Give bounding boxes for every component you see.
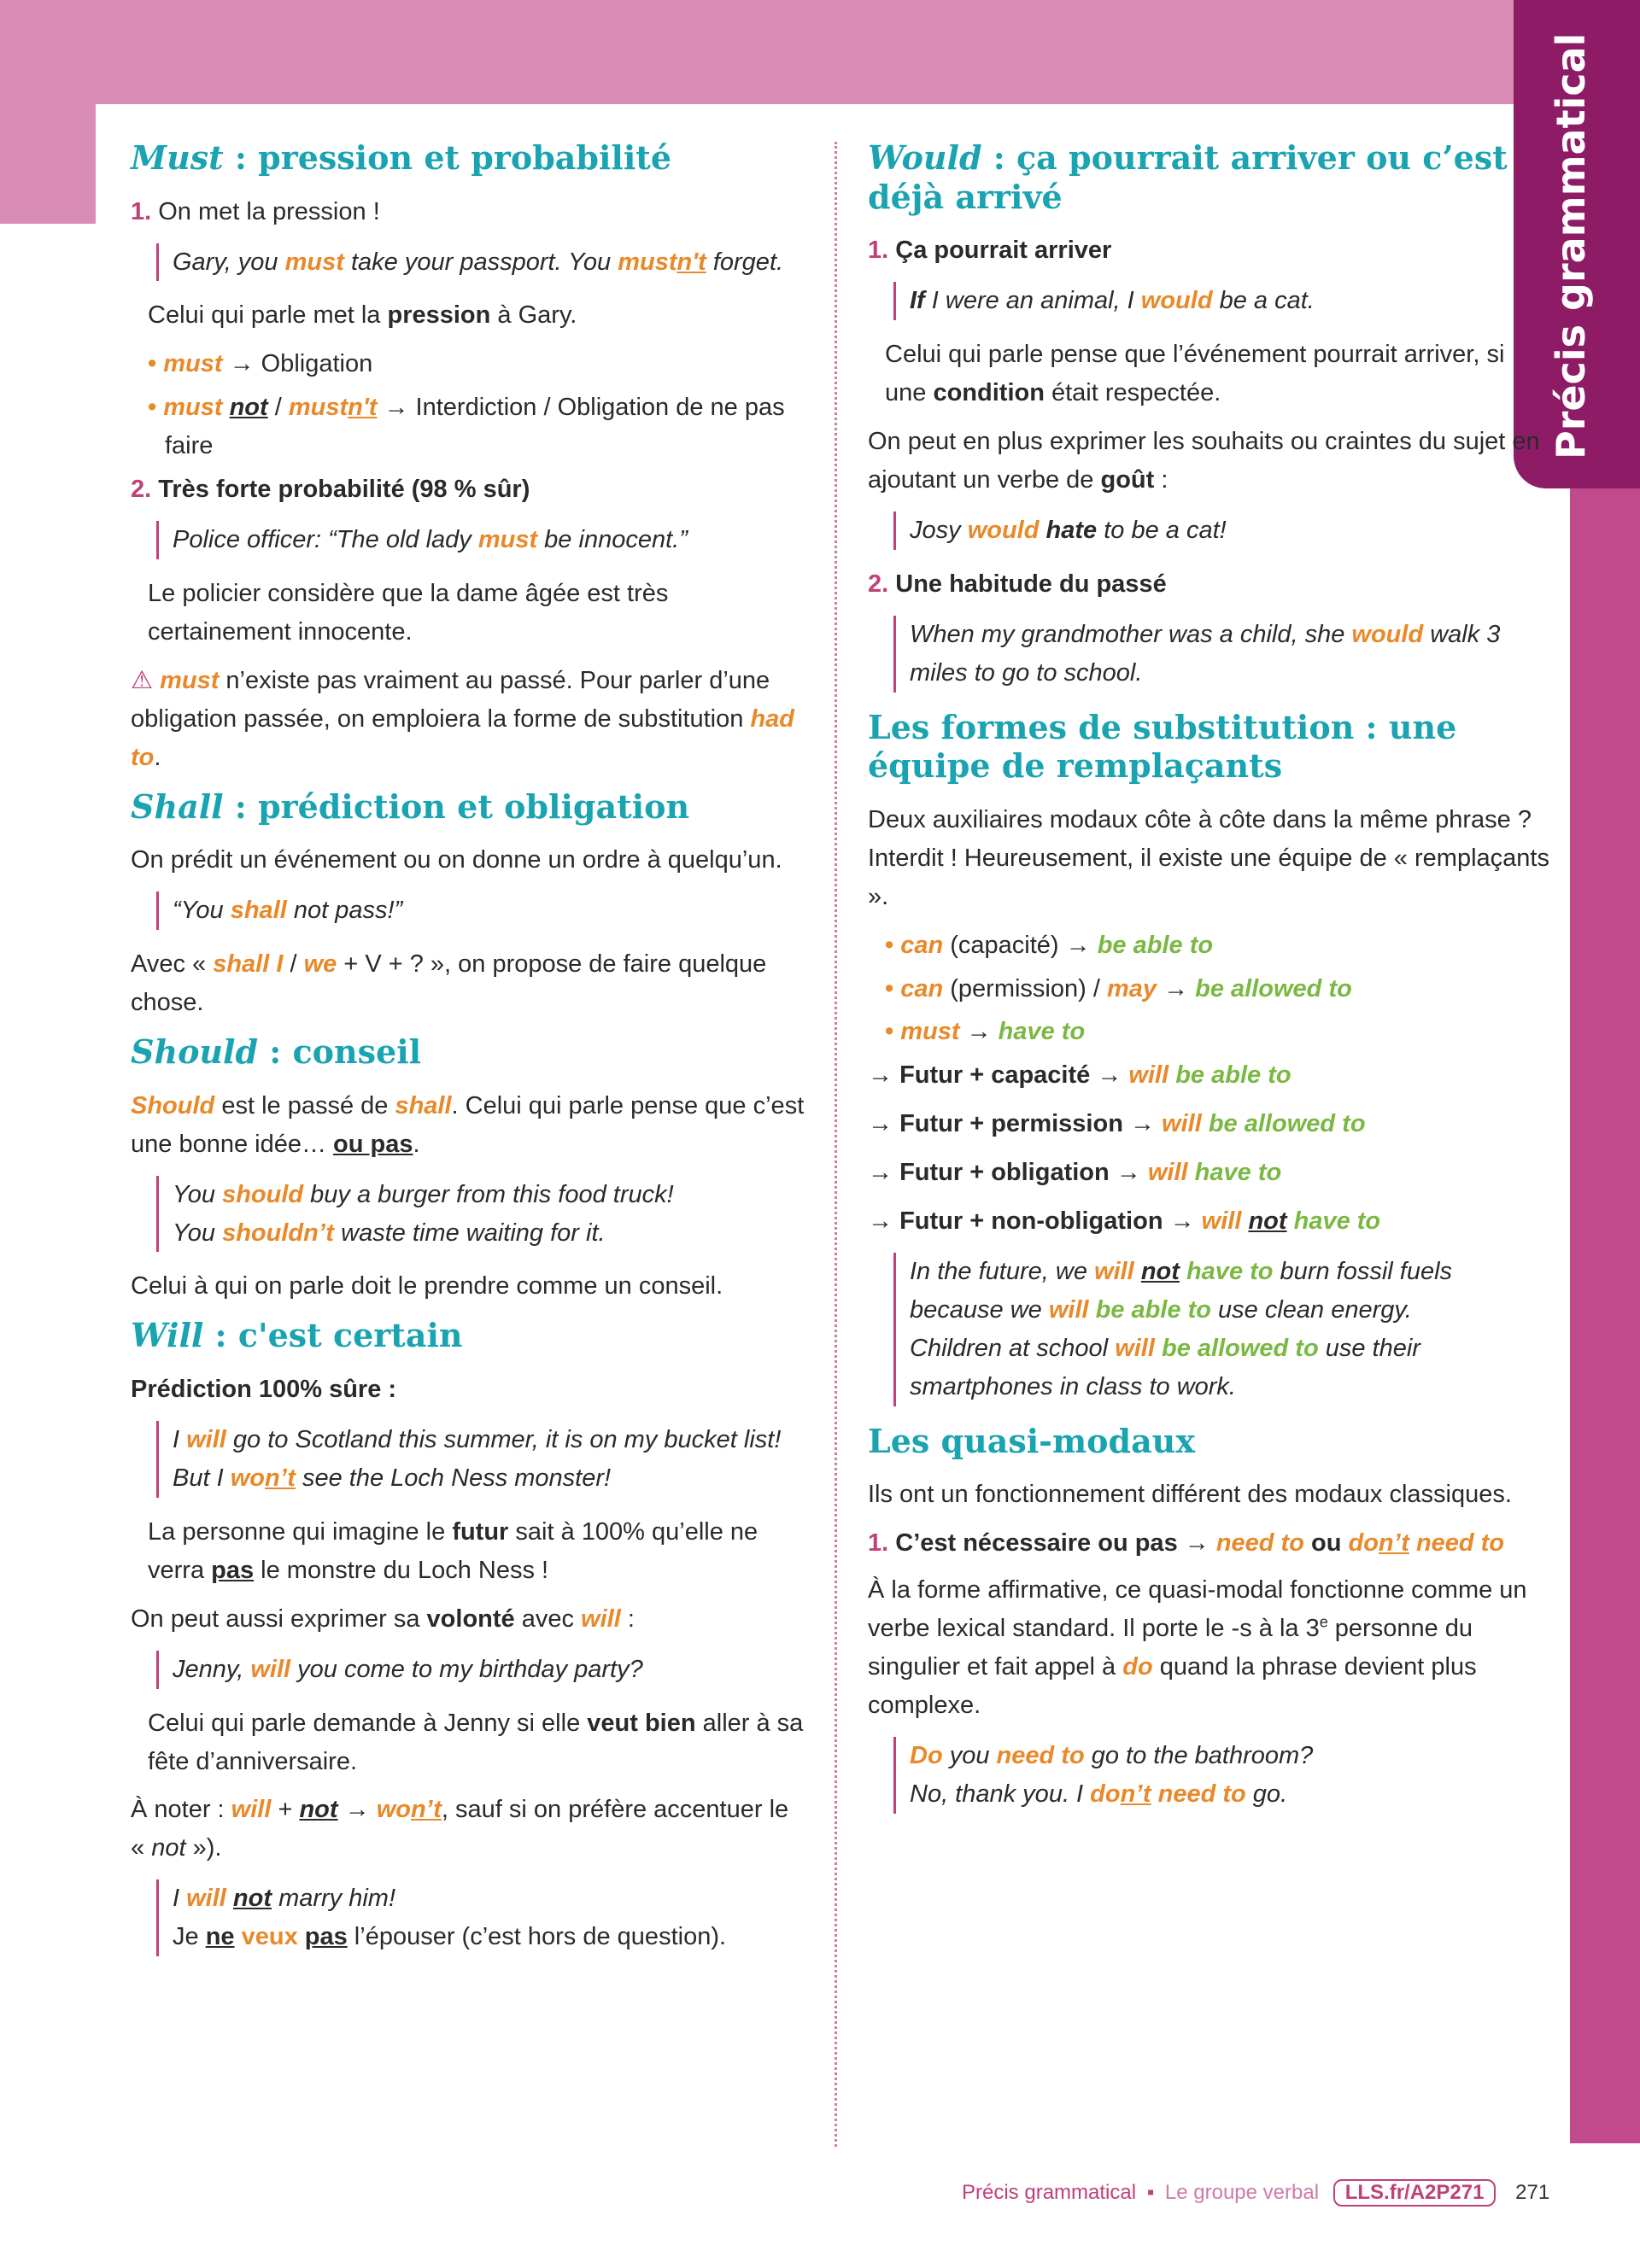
text-run: Je — [173, 1923, 206, 1951]
emphasis-text: Should — [131, 1091, 215, 1119]
emphasis-text: must — [160, 666, 220, 694]
paragraph — [131, 945, 805, 1022]
text-run: Les quasi-modaux — [868, 1421, 1195, 1460]
subheading — [131, 471, 805, 509]
text-run: → — [868, 1207, 900, 1236]
paragraph — [131, 1513, 805, 1590]
text-run: . — [154, 743, 161, 771]
text-run: → — [1157, 974, 1196, 1002]
emphasis-text: need to — [996, 1742, 1085, 1770]
paragraph — [868, 1056, 1551, 1095]
paragraph — [131, 1704, 805, 1781]
emphasis-text: veux — [241, 1923, 298, 1951]
emphasis-text: be able to — [1097, 931, 1214, 959]
text-run — [298, 1923, 305, 1950]
text-run: Les formes de substitution : une équipe de remplaçants — [868, 707, 1457, 786]
text-run: avec — [514, 1605, 582, 1633]
text-run: Children at school — [910, 1335, 1116, 1362]
emphasis-text: will — [250, 1655, 291, 1683]
text-run: you come to my birthday party? — [290, 1655, 643, 1683]
text-run: à Gary. — [490, 301, 577, 330]
emphasis-text: e — [1319, 1613, 1328, 1631]
example-block — [156, 1421, 805, 1498]
bullet-item — [148, 345, 805, 383]
text-run: À la forme affirmative, ce quasi-modal fonctionne comme un verbe lexical standard. Il porte le -s à la 3 — [868, 1576, 1527, 1643]
text-run: → Obligation — [222, 350, 373, 378]
emphasis-text: need to — [1415, 1529, 1505, 1558]
emphasis-text: we — [303, 950, 337, 979]
left-decorative-band — [0, 0, 96, 224]
paragraph — [131, 1791, 805, 1868]
example-block — [156, 1176, 805, 1253]
emphasis-text: shall — [395, 1091, 452, 1119]
emphasis-text: 1. — [131, 197, 159, 225]
text-run: No, thank you. I — [910, 1780, 1091, 1809]
example-line — [910, 1737, 1551, 1775]
text-run: quand la phrase devient plus complexe. — [868, 1653, 1477, 1720]
example-block — [893, 511, 1551, 550]
text-run — [1039, 517, 1046, 544]
text-run: était respectée. — [1044, 379, 1221, 406]
example-line — [173, 1918, 805, 1956]
text-run: I — [173, 1425, 187, 1453]
subheading — [131, 1371, 805, 1409]
example-line — [173, 1879, 805, 1918]
section-tab-label: Précis grammatical — [1548, 32, 1594, 459]
example-line — [173, 891, 805, 930]
paragraph — [868, 1154, 1551, 1192]
text-run: → — [959, 1018, 999, 1046]
emphasis-text: If — [910, 287, 925, 315]
text-run — [235, 1923, 242, 1950]
emphasis-text: Would — [868, 138, 982, 177]
section-heading — [131, 1316, 805, 1355]
paragraph — [131, 575, 805, 652]
emphasis-text: hate — [1046, 516, 1098, 544]
text-run: Prédiction 100% sûre : — [131, 1376, 397, 1403]
paragraph — [131, 1087, 805, 1164]
paragraph — [131, 1267, 805, 1306]
text-run: Ça pourrait arriver — [895, 237, 1112, 265]
example-line — [910, 1330, 1551, 1406]
example-block — [156, 1651, 805, 1689]
emphasis-text: will — [581, 1605, 621, 1633]
text-run: À noter : — [131, 1796, 231, 1824]
left-column — [131, 138, 805, 1972]
bullet-item — [885, 1013, 1551, 1051]
text-run: In the future, we — [910, 1258, 1095, 1286]
text-run: La personne qui imagine le — [148, 1517, 453, 1546]
column-divider — [835, 142, 837, 2147]
text-run — [226, 1885, 233, 1912]
emphasis-text: will — [1162, 1110, 1202, 1138]
emphasis-text: be allowed to — [1208, 1110, 1366, 1138]
text-run: Jenny, — [173, 1655, 251, 1683]
text-run — [1180, 1258, 1186, 1285]
example-block — [893, 1253, 1551, 1406]
emphasis-text: need to — [1157, 1780, 1246, 1809]
text-run: . Celui qui parle pense que c’est une bonne idée… — [131, 1091, 805, 1158]
emphasis-text: Futur + non-obligation — [899, 1207, 1163, 1236]
emphasis-text: will — [1094, 1258, 1134, 1286]
example-line — [910, 1253, 1551, 1330]
text-run: You — [173, 1219, 223, 1247]
emphasis-text: shall — [230, 897, 287, 925]
section-heading — [868, 708, 1551, 786]
text-run: ou — [1303, 1529, 1349, 1558]
paragraph — [131, 662, 805, 777]
footer-section: Précis grammatical — [962, 2181, 1137, 2204]
text-run: → — [1122, 1110, 1163, 1138]
text-run: : ça pourrait arriver ou c’est déjà arrivé — [868, 138, 1508, 216]
emphasis-text: must — [284, 248, 344, 276]
text-run: you — [942, 1742, 997, 1770]
emphasis-text: should — [222, 1180, 304, 1208]
paragraph — [131, 1600, 805, 1639]
text-run: Ils ont un fonctionnement différent des modaux classiques. — [868, 1481, 1512, 1509]
emphasis-text: do — [1348, 1529, 1379, 1558]
paragraph — [868, 1476, 1551, 1514]
text-run: buy a burger from this food truck! — [303, 1180, 674, 1208]
text-run: go. — [1245, 1780, 1288, 1809]
emphasis-text: 1. — [868, 1529, 896, 1558]
emphasis-text: will — [1147, 1159, 1188, 1187]
example-line — [173, 521, 805, 559]
emphasis-text: will — [186, 1425, 226, 1453]
section-heading — [131, 787, 805, 827]
emphasis-text: Must — [131, 138, 224, 177]
emphasis-text: Do — [910, 1742, 943, 1770]
text-run: → — [337, 1796, 377, 1824]
text-run: On met la pression ! — [158, 197, 380, 225]
emphasis-text: may — [1106, 974, 1157, 1002]
emphasis-text: will — [1128, 1061, 1169, 1090]
text-run: Police officer: “The old lady — [173, 526, 478, 554]
text-run: : — [1154, 465, 1168, 494]
text-run — [1202, 1110, 1209, 1137]
emphasis-text: ne — [205, 1923, 235, 1951]
text-run: est le passé de — [214, 1091, 395, 1119]
example-line — [173, 1651, 805, 1689]
emphasis-text: will — [1201, 1207, 1242, 1236]
emphasis-text: veut bien — [587, 1709, 696, 1737]
text-run — [1409, 1529, 1416, 1557]
text-run: When my grandmother was a child, she — [910, 620, 1352, 648]
text-run: “You — [173, 897, 231, 925]
text-run: → — [868, 1110, 900, 1138]
paragraph — [868, 423, 1551, 500]
text-run: le monstre du Loch Ness ! — [254, 1556, 549, 1584]
emphasis-text: n't — [676, 248, 706, 276]
emphasis-text: would — [1351, 620, 1424, 648]
text-run: I were an animal, I — [924, 287, 1141, 315]
emphasis-text: n’t — [410, 1796, 442, 1824]
emphasis-text: not — [1248, 1207, 1287, 1236]
text-run: use clean energy. — [1210, 1296, 1412, 1324]
text-run: n’existe pas vraiment au passé. Pour parler d’une obligation passée, on emploiera la forme de substitution — [131, 666, 770, 733]
footer-separator: ▪ — [1146, 2181, 1155, 2204]
text-run: forget. — [706, 248, 784, 276]
text-run — [1089, 1296, 1096, 1324]
text-run: (permission) / — [943, 974, 1107, 1002]
text-run: I — [173, 1885, 187, 1913]
emphasis-text: must — [163, 350, 223, 378]
emphasis-text: not — [151, 1834, 186, 1862]
text-run: take your passport. You — [343, 248, 618, 276]
emphasis-text: shall I — [213, 950, 284, 979]
text-run: to be a cat! — [1097, 516, 1227, 544]
text-run: + V + ? », on propose de faire quelque chose. — [131, 950, 767, 1017]
emphasis-text: not — [1140, 1258, 1180, 1286]
example-line — [173, 1421, 805, 1498]
emphasis-text: be allowed to — [1195, 974, 1352, 1002]
text-run: Le policier considère que la dame âgée est très certainement innocente. — [148, 580, 669, 646]
text-run: → — [1090, 1061, 1129, 1090]
example-block — [156, 243, 805, 282]
emphasis-text: do — [1090, 1780, 1121, 1809]
emphasis-text: Should — [131, 1032, 259, 1072]
paragraph — [868, 1202, 1551, 1241]
example-block — [156, 521, 805, 559]
text-run: Josy — [910, 516, 968, 544]
example-line — [910, 511, 1551, 550]
emphasis-text: wo — [376, 1796, 411, 1824]
text-run — [1287, 1207, 1294, 1235]
text-run: marry him! — [272, 1885, 396, 1913]
emphasis-text: volonté — [426, 1605, 515, 1633]
emphasis-text: had to — [131, 704, 795, 771]
emphasis-text: not — [299, 1796, 338, 1824]
emphasis-text: have to — [998, 1018, 1086, 1046]
example-line — [910, 1775, 1551, 1814]
text-run: Gary, you — [173, 248, 285, 276]
top-decorative-band — [0, 0, 1520, 104]
section-heading — [868, 138, 1551, 216]
bullet-item — [148, 389, 805, 465]
text-run — [223, 394, 230, 421]
emphasis-text: must — [163, 394, 223, 422]
text-run: → — [1109, 1159, 1148, 1187]
emphasis-text: n’t — [264, 1464, 296, 1492]
paragraph — [131, 193, 805, 231]
emphasis-text: Futur + permission — [899, 1110, 1123, 1138]
subheading — [868, 231, 1551, 270]
text-run: see the Loch Ness monster! — [295, 1464, 612, 1492]
emphasis-text: n't — [348, 394, 378, 422]
emphasis-text: be allowed to — [1161, 1335, 1319, 1362]
paragraph — [868, 336, 1551, 412]
example-line — [173, 1176, 805, 1214]
text-run: C’est nécessaire ou pas → — [895, 1529, 1216, 1558]
emphasis-text: be able to — [1095, 1296, 1211, 1324]
emphasis-text: wo — [230, 1464, 265, 1492]
right-column — [868, 138, 1551, 1829]
text-run: : pression et probabilité — [223, 138, 672, 177]
text-run: On prédit un événement ou on donne un ordre à quelqu’un. — [131, 846, 782, 874]
text-run: Celui à qui on parle doit le prendre comme un conseil. — [131, 1272, 723, 1301]
emphasis-text: Futur + capacité — [899, 1061, 1091, 1090]
text-run: personne du singulier et fait appel à — [868, 1615, 1473, 1681]
text-run: → — [868, 1159, 900, 1187]
text-run: : — [620, 1605, 635, 1633]
emphasis-text: n’t — [1120, 1780, 1151, 1809]
text-run: be a cat. — [1212, 287, 1315, 315]
text-run: aller à sa fête d’anniversaire. — [148, 1709, 804, 1775]
emphasis-text: be able to — [1175, 1061, 1292, 1090]
text-run: Celui qui parle pense que l’événement pourrait arriver, si une — [885, 341, 1505, 406]
text-run: go to the bathroom? — [1084, 1742, 1314, 1770]
emphasis-text: will — [1048, 1296, 1089, 1324]
emphasis-text: not — [229, 394, 268, 422]
text-run: be innocent.” — [537, 526, 688, 554]
emphasis-text: n’t — [1378, 1529, 1409, 1558]
text-run — [1168, 1061, 1175, 1089]
emphasis-text: pression — [387, 301, 491, 330]
text-run: On peut en plus exprimer les souhaits ou craintes du sujet en ajoutant un verbe de — [868, 427, 1540, 494]
text-run: , sauf si on préfère accentuer le « — [131, 1796, 789, 1862]
text-run: (capacité) → — [943, 931, 1098, 959]
emphasis-text: pas — [211, 1556, 255, 1584]
text-run: Celui qui parle met la — [148, 301, 388, 330]
example-line — [910, 282, 1551, 320]
emphasis-text: do — [1122, 1653, 1153, 1681]
example-block — [893, 282, 1551, 320]
emphasis-text: Will — [131, 1316, 204, 1355]
emphasis-text: have to — [1186, 1258, 1274, 1286]
text-run: → — [1163, 1207, 1202, 1236]
emphasis-text: shouldn’t — [222, 1219, 335, 1247]
text-run: not pass!” — [286, 897, 403, 925]
example-block — [893, 1737, 1551, 1814]
text-run: waste time waiting for it. — [334, 1219, 606, 1247]
text-run: sait à 100% qu’elle ne verra — [148, 1517, 758, 1584]
emphasis-text: must — [288, 394, 348, 422]
section-heading — [868, 1422, 1551, 1461]
emphasis-text: have to — [1194, 1159, 1282, 1187]
emphasis-text: will — [186, 1885, 226, 1913]
section-heading — [131, 1032, 805, 1072]
subheading — [868, 565, 1551, 604]
text-run — [1155, 1335, 1162, 1362]
side-strip — [1570, 488, 1640, 2143]
emphasis-text: Shall — [131, 786, 224, 826]
text-run — [1134, 1258, 1141, 1285]
text-run: You — [173, 1180, 223, 1208]
emphasis-text: ⚠ — [131, 666, 161, 694]
text-run — [1188, 1159, 1195, 1186]
text-run: + — [271, 1796, 300, 1824]
text-run: walk 3 miles to go to school. — [910, 620, 1501, 687]
example-line — [173, 1214, 805, 1253]
emphasis-text: 2. — [131, 476, 159, 504]
text-run: : c'est certain — [203, 1316, 463, 1355]
emphasis-text: 2. — [868, 570, 896, 598]
paragraph — [131, 841, 805, 880]
page-number: 271 — [1515, 2181, 1550, 2204]
text-run: / — [283, 950, 304, 979]
emphasis-text: must — [477, 526, 538, 554]
text-run: Avec « — [131, 950, 214, 979]
emphasis-text: must — [618, 248, 677, 276]
text-run: Deux auxiliaires modaux côte à côte dans la même phrase ? Interdit ! Heureusement, il existe une équipe de « remplaçants ». — [868, 805, 1549, 910]
text-run: / — [267, 394, 289, 422]
text-run: l’épouser (c’est hors de question). — [347, 1923, 727, 1951]
text-run: : conseil — [258, 1032, 422, 1072]
paragraph — [868, 1105, 1551, 1143]
example-line — [173, 243, 805, 282]
bullet-item — [885, 970, 1551, 1008]
text-run: use their smartphones in class to work. — [910, 1335, 1420, 1400]
text-run: Celui qui parle demande à Jenny si elle — [148, 1709, 588, 1737]
emphasis-text: will — [1115, 1335, 1155, 1362]
emphasis-text: Futur + obligation — [899, 1159, 1110, 1187]
text-run: On peut aussi exprimer sa — [131, 1605, 427, 1633]
paragraph — [868, 801, 1551, 916]
text-run: burn fossil fuels because we — [910, 1258, 1453, 1324]
emphasis-text: will — [231, 1796, 272, 1824]
paragraph — [868, 1571, 1551, 1725]
section-heading — [131, 138, 805, 178]
emphasis-text: would — [1140, 287, 1213, 315]
emphasis-text: ou pas — [333, 1130, 413, 1158]
bullet-item — [885, 926, 1551, 965]
text-run: go to Scotland this summer, it is on my bucket list! But I — [173, 1425, 782, 1492]
text-run: »). — [185, 1834, 222, 1862]
emphasis-text: have to — [1293, 1207, 1381, 1236]
text-run: Une habitude du passé — [895, 570, 1167, 598]
footer-link[interactable]: LLS.fr/A2P271 — [1333, 2179, 1496, 2207]
paragraph — [131, 296, 805, 335]
emphasis-text: can — [900, 974, 944, 1002]
subheading — [868, 1524, 1551, 1563]
emphasis-text: 1. — [868, 237, 896, 265]
example-block — [156, 1879, 805, 1956]
text-run: : prédiction et obligation — [223, 786, 690, 826]
example-block — [156, 891, 805, 930]
emphasis-text: pas — [304, 1923, 348, 1951]
emphasis-text: futur — [452, 1517, 509, 1546]
example-line — [910, 616, 1551, 693]
text-run: → — [868, 1061, 900, 1090]
emphasis-text: need to — [1215, 1529, 1304, 1558]
emphasis-text: can — [900, 931, 944, 959]
text-run: . — [413, 1130, 420, 1158]
text-run: → Interdiction / Obligation de ne pas faire — [165, 394, 785, 460]
emphasis-text: condition — [933, 379, 1045, 406]
emphasis-text: not — [232, 1885, 272, 1913]
page-footer — [962, 2179, 1549, 2212]
example-block — [893, 616, 1551, 693]
text-run: Très forte probabilité (98 % sûr) — [158, 476, 530, 504]
emphasis-text: goût — [1100, 465, 1155, 494]
text-run — [1151, 1780, 1158, 1808]
emphasis-text: would — [967, 516, 1040, 544]
emphasis-text: must — [900, 1018, 960, 1046]
footer-chapter: Le groupe verbal — [1164, 2181, 1320, 2204]
